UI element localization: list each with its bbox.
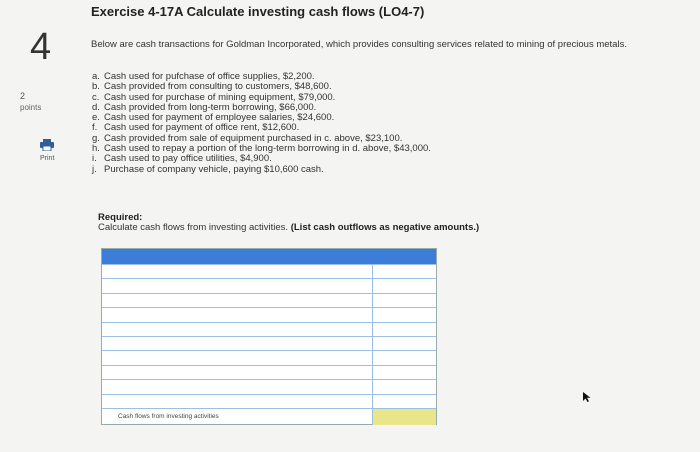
table-row <box>102 394 436 408</box>
required-note: (List cash outflows as negative amounts.) <box>290 222 480 233</box>
question-sidebar <box>0 0 72 452</box>
print-icon[interactable] <box>40 139 54 151</box>
intro-text: Below are cash transactions for Goldman Incorporated, which provides consulting services related to mining of precious metals. <box>91 39 627 50</box>
description-cell[interactable] <box>102 366 372 379</box>
investing-cash-flow-table <box>101 248 437 425</box>
transaction-letter: h. <box>92 143 100 155</box>
total-label: Cash flows from investing activities <box>118 413 219 420</box>
transaction-text: Cash used for payment of office rent, $12,600. <box>104 122 300 134</box>
transaction-letter: d. <box>92 101 100 113</box>
transaction-letter: i. <box>92 153 97 165</box>
transaction-text: Cash provided from sale of equipment purchased in c. above, $23,100. <box>104 132 403 144</box>
transaction-letter: e. <box>92 112 100 124</box>
amount-cell[interactable] <box>372 323 436 336</box>
transaction-letter: c. <box>92 91 100 103</box>
amount-cell[interactable] <box>372 351 436 364</box>
points-value: 2 <box>20 91 26 101</box>
total-row <box>102 408 436 425</box>
table-row <box>102 307 436 321</box>
transaction-letter: b. <box>92 81 100 93</box>
transaction-item <box>92 165 431 175</box>
transaction-text: Cash used to repay a portion of the long-term borrowing in d. above, $43,000. <box>104 143 431 155</box>
required-instruction: Calculate cash flows from investing activities. <box>98 222 289 233</box>
transaction-letter: f. <box>92 122 98 134</box>
description-cell[interactable] <box>102 323 372 336</box>
amount-cell[interactable] <box>372 366 436 379</box>
print-label[interactable]: Print <box>40 155 55 162</box>
transaction-list <box>92 72 431 175</box>
transaction-text: Cash provided from long-term borrowing, $66,000. <box>104 101 317 113</box>
required-text <box>98 222 479 233</box>
question-number: 4 <box>30 26 52 68</box>
description-cell[interactable] <box>102 294 372 307</box>
amount-cell[interactable] <box>372 294 436 307</box>
amount-cell[interactable] <box>372 395 436 408</box>
transaction-text: Purchase of company vehicle, paying $10,600 cash. <box>104 163 324 175</box>
description-cell[interactable] <box>102 337 372 350</box>
amount-cell[interactable] <box>372 279 436 292</box>
table-row <box>102 278 436 292</box>
table-row <box>102 322 436 336</box>
table-header <box>102 249 436 264</box>
table-row <box>102 336 436 350</box>
exercise-title: Exercise 4-17A Calculate investing cash flows (LO4-7) <box>91 4 425 19</box>
transaction-text: Cash provided from consulting to customers, $48,600. <box>104 81 332 93</box>
points-label: points <box>20 103 42 112</box>
description-cell[interactable] <box>102 395 372 408</box>
description-cell[interactable] <box>102 351 372 364</box>
required-heading: Required: <box>98 212 143 223</box>
amount-cell[interactable] <box>372 380 436 393</box>
transaction-letter: a. <box>92 71 100 82</box>
table-row <box>102 365 436 379</box>
description-cell[interactable] <box>102 279 372 292</box>
total-value-cell[interactable] <box>372 409 436 425</box>
description-cell[interactable] <box>102 265 372 278</box>
transaction-letter: g. <box>92 132 100 144</box>
mouse-cursor-icon <box>583 392 591 402</box>
transaction-text: Cash used for purchase of mining equipment, $79,000. <box>104 91 336 103</box>
table-row <box>102 293 436 307</box>
description-cell[interactable] <box>102 308 372 321</box>
description-cell[interactable] <box>102 380 372 393</box>
amount-cell[interactable] <box>372 337 436 350</box>
transaction-letter: j. <box>92 163 97 175</box>
table-row <box>102 379 436 393</box>
transaction-text: Cash used for payment of employee salaries, $24,600. <box>104 112 335 124</box>
transaction-text: Cash used to pay office utilities, $4,900. <box>104 153 272 165</box>
amount-cell[interactable] <box>372 265 436 278</box>
table-row <box>102 350 436 364</box>
transaction-text: Cash used for pufchase of office supplies, $2,200. <box>104 71 315 82</box>
amount-cell[interactable] <box>372 308 436 321</box>
table-row <box>102 264 436 278</box>
